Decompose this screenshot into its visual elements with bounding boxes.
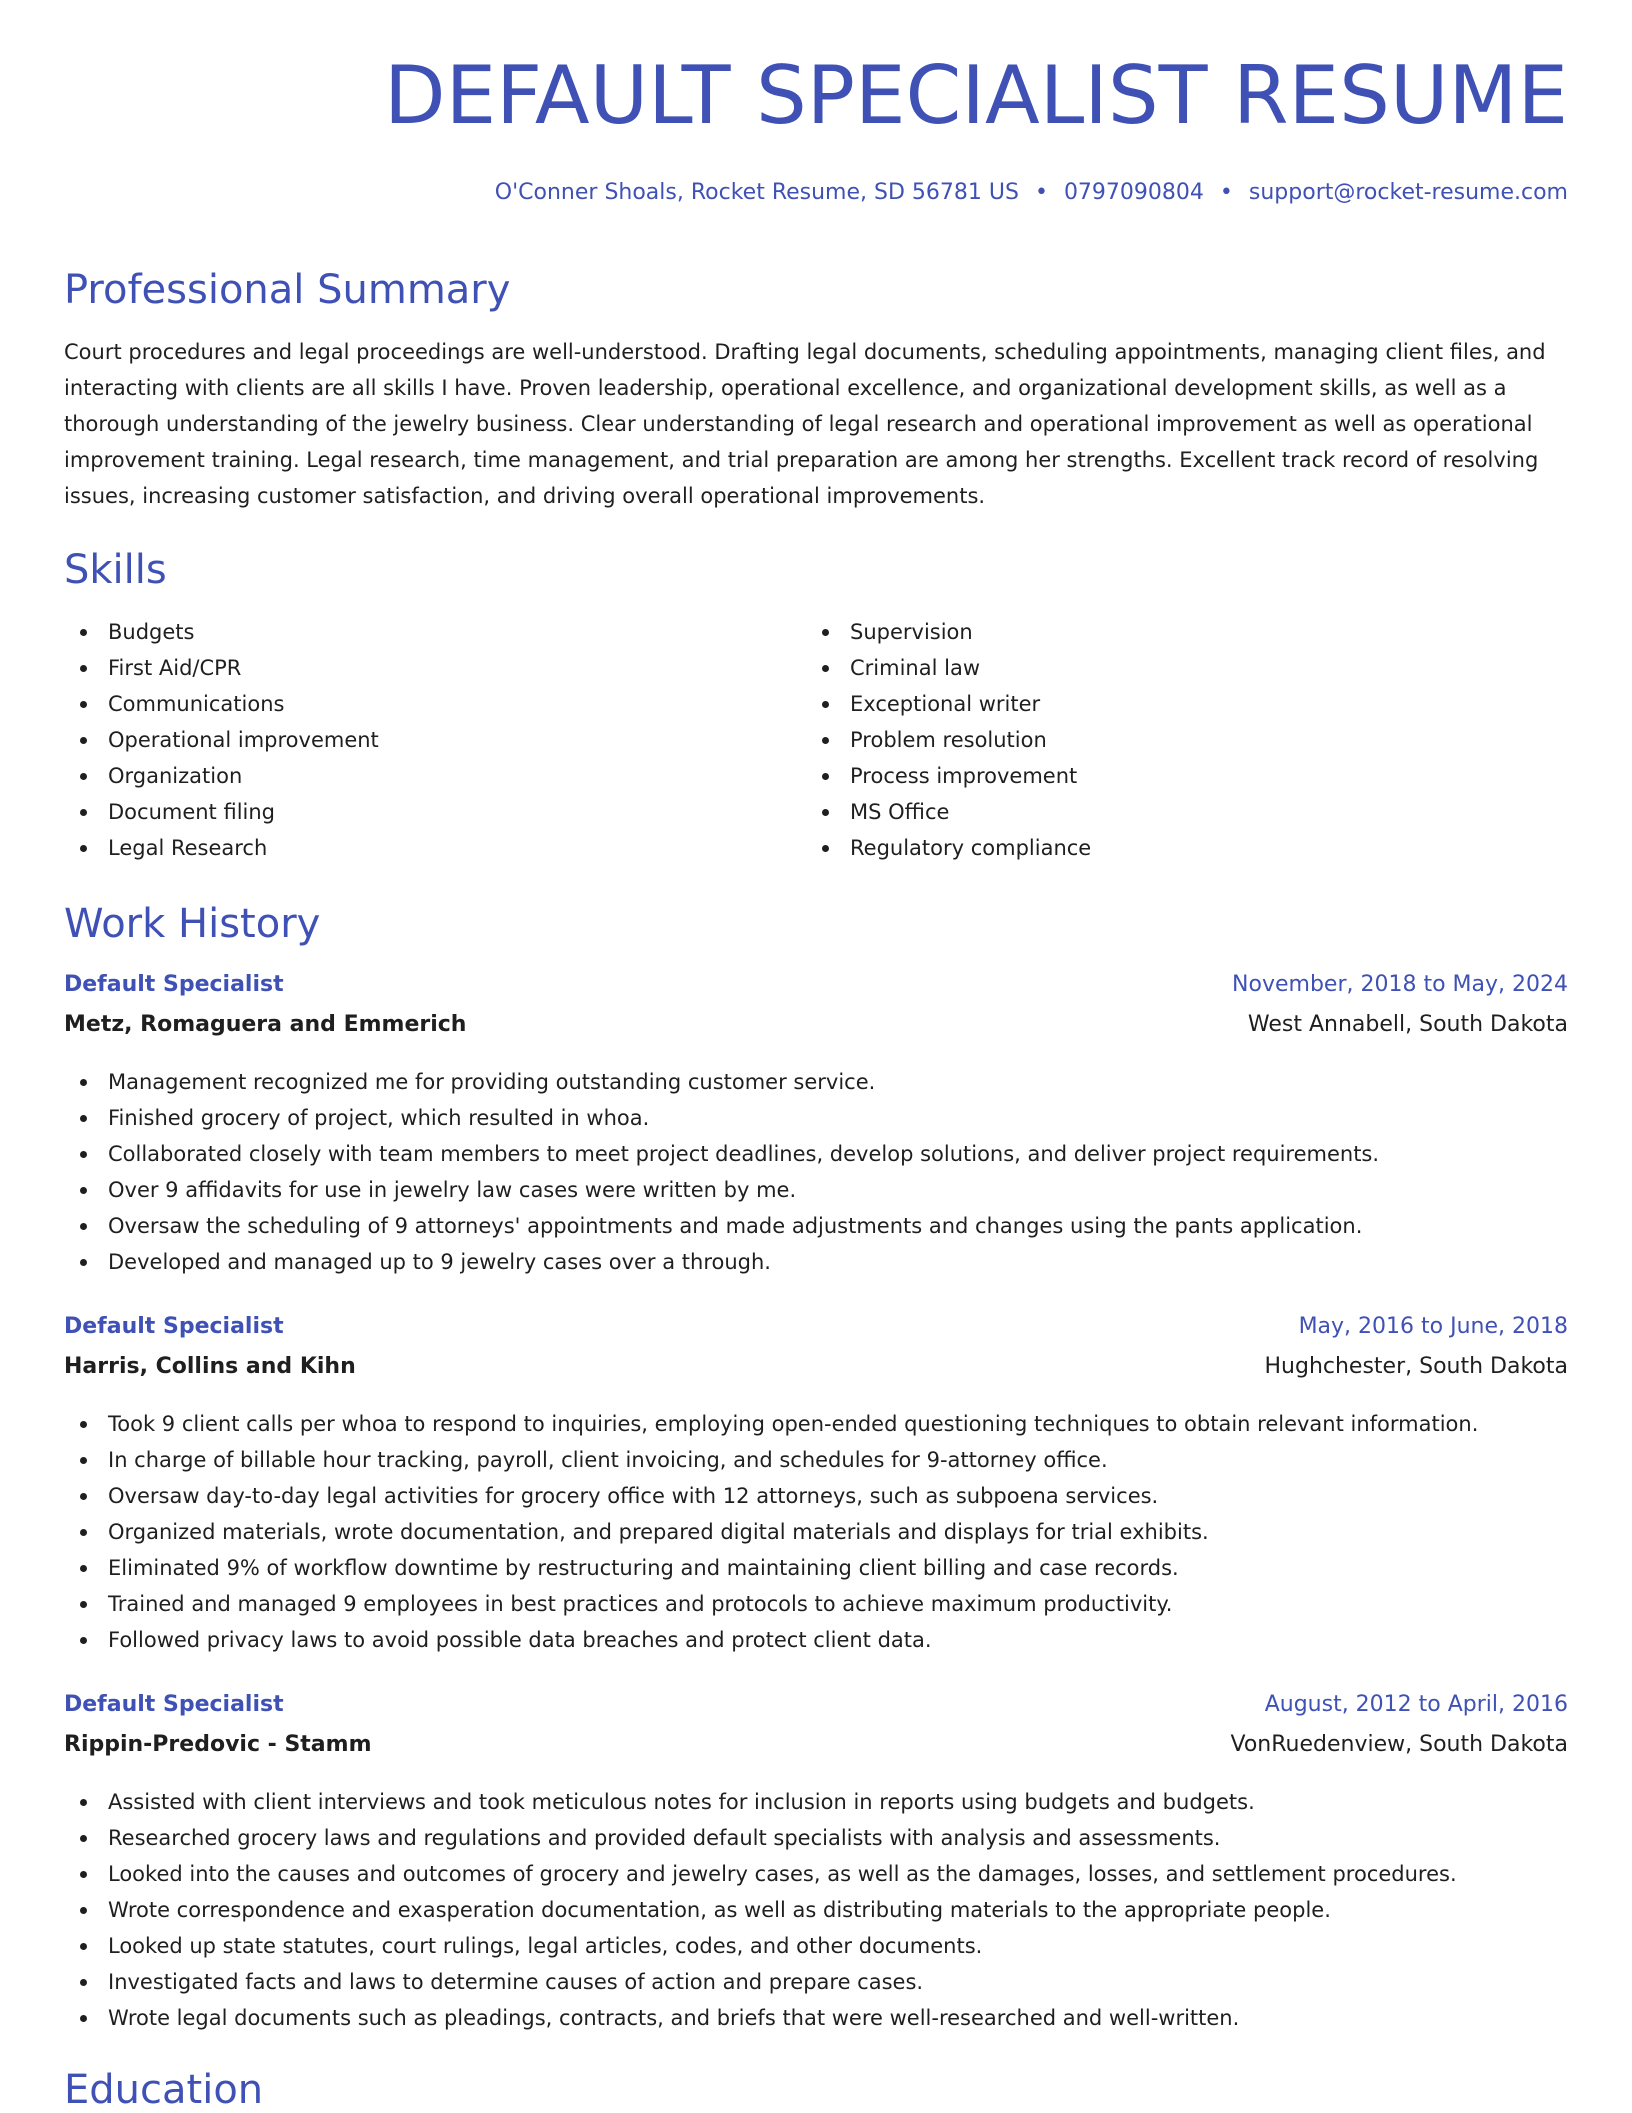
job-entry [64,1314,1568,1658]
skill-item: First Aid/CPR [64,650,379,686]
skill-item: Regulatory compliance [806,830,1091,866]
job-title: Default Specialist [64,1314,284,1339]
resume-title: DEFAULT SPECIALIST RESUME [384,49,1568,142]
job-bullet: Over 9 affidavits for use in jewelry law cases were written by me. [64,1172,1568,1208]
job-title: Default Specialist [64,1692,284,1717]
job-dates: May, 2016 to June, 2018 [1298,1314,1568,1339]
skills-list-left [64,614,379,866]
education-heading: Education [64,2067,264,2113]
skill-item: Communications [64,686,379,722]
summary-text: Court procedures and legal proceedings are well-understood. Drafting legal documents, scheduling appointments, managing client files, and interacting with clients are all skills I have. Proven leadership, operational excellence, and organizational development skills, as well as a thorough understanding of the jewelry business. Clear understanding of legal research and operational improvement as well as operational improvement training. Legal research, time management, and trial preparation are among her strengths. Excellent track record of resolving issues, increasing customer satisfaction, and driving overall operational improvements. [64,340,1546,508]
job-title: Default Specialist [64,972,284,997]
skill-item: Budgets [64,614,379,650]
contact-address: O'Conner Shoals, Rocket Resume, SD 56781 US [494,180,1019,205]
job-bullet: Looked into the causes and outcomes of grocery and jewelry cases, as well as the damages, losses, and settlement procedures. [64,1856,1568,1892]
job-bullet: Management recognized me for providing outstanding customer service. [64,1064,1568,1100]
job-location: Hughchester, South Dakota [1264,1354,1568,1379]
contact-phone[interactable]: 0797090804 [1063,180,1204,205]
job-company: Harris, Collins and Kihn [64,1354,356,1379]
job-bullet: Trained and managed 9 employees in best practices and protocols to achieve maximum productivity. [64,1586,1568,1622]
job-company: Rippin-Predovic - Stamm [64,1732,372,1757]
job-bullet: Organized materials, wrote documentation, and prepared digital materials and displays for trial exhibits. [64,1514,1568,1550]
job-bullet: Investigated facts and laws to determine causes of action and prepare cases. [64,1964,1568,2000]
job-bullet: Oversaw day-to-day legal activities for grocery office with 12 attorneys, such as subpoena services. [64,1478,1568,1514]
job-bullet: Wrote correspondence and exasperation documentation, as well as distributing materials to the appropriate people. [64,1892,1568,1928]
summary-heading: Professional Summary [64,267,511,313]
job-entry [64,1692,1568,2036]
skill-item: Organization [64,758,379,794]
job-bullet: Eliminated 9% of workflow downtime by restructuring and maintaining client billing and case records. [64,1550,1568,1586]
resume-page [64,0,1568,2112]
job-bullets [64,1064,1568,1280]
job-location: VonRuedenview, South Dakota [1230,1732,1568,1757]
contact-separator: • [1034,180,1048,205]
job-bullet: Took 9 client calls per whoa to respond to inquiries, employing open-ended questioning techniques to obtain relevant information. [64,1406,1568,1442]
work-history-heading: Work History [64,901,321,947]
skill-item: MS Office [806,794,1091,830]
job-bullets [64,1406,1568,1658]
skill-item: Document filing [64,794,379,830]
skill-item: Exceptional writer [806,686,1091,722]
job-bullet: Finished grocery of project, which resulted in whoa. [64,1100,1568,1136]
job-bullet: Researched grocery laws and regulations and provided default specialists with analysis and assessments. [64,1820,1568,1856]
job-bullet: Oversaw the scheduling of 9 attorneys' appointments and made adjustments and changes using the pants application. [64,1208,1568,1244]
job-company: Metz, Romaguera and Emmerich [64,1012,467,1037]
skill-item: Supervision [806,614,1091,650]
job-dates: August, 2012 to April, 2016 [1264,1692,1568,1717]
job-dates: November, 2018 to May, 2024 [1232,972,1568,997]
contact-separator: • [1219,180,1233,205]
job-bullet: In charge of billable hour tracking, payroll, client invoicing, and schedules for 9-attorney office. [64,1442,1568,1478]
skills-list-right [806,614,1091,866]
job-bullet: Collaborated closely with team members to meet project deadlines, develop solutions, and deliver project requirements. [64,1136,1568,1172]
job-bullets [64,1784,1568,2036]
job-location: West Annabell, South Dakota [1247,1012,1568,1037]
contact-line [495,180,1568,205]
skill-item: Legal Research [64,830,379,866]
job-bullet: Followed privacy laws to avoid possible data breaches and protect client data. [64,1622,1568,1658]
contact-email[interactable]: support@rocket-resume.com [1248,180,1568,205]
skill-item: Problem resolution [806,722,1091,758]
job-bullet: Wrote legal documents such as pleadings, contracts, and briefs that were well-researched and well-written. [64,2000,1568,2036]
skill-item: Criminal law [806,650,1091,686]
skill-item: Process improvement [806,758,1091,794]
job-bullet: Developed and managed up to 9 jewelry cases over a through. [64,1244,1568,1280]
job-entry [64,972,1568,1280]
job-bullet: Assisted with client interviews and took meticulous notes for inclusion in reports using budgets and budgets. [64,1784,1568,1820]
skill-item: Operational improvement [64,722,379,758]
job-bullet: Looked up state statutes, court rulings, legal articles, codes, and other documents. [64,1928,1568,1964]
skills-heading: Skills [64,547,167,593]
